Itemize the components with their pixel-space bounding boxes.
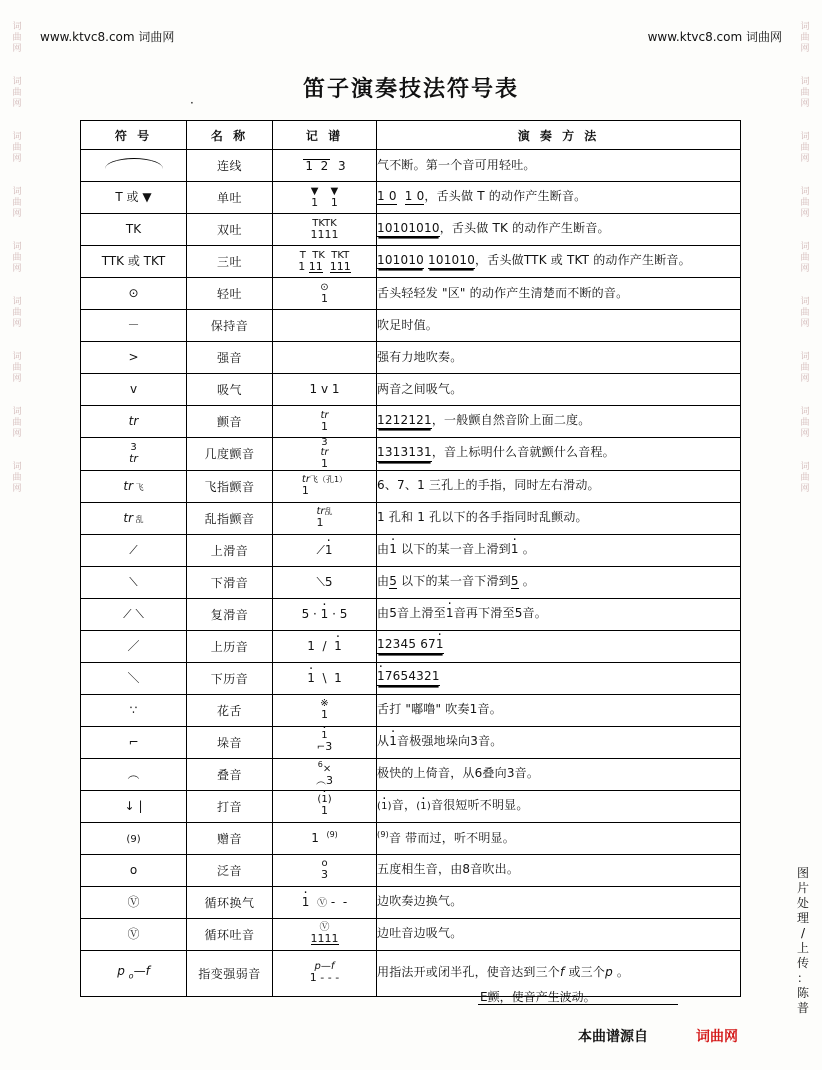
table-row — [81, 342, 741, 374]
row-method: 两音之间吸气。 — [377, 374, 741, 406]
source-label: 本曲谱源自 — [578, 1029, 648, 1045]
row-notation: (1 ·) 1 · — [273, 790, 377, 822]
row-method: 1212121，一般颤自然音阶上面二度。 — [377, 406, 741, 438]
table-header — [81, 121, 741, 150]
table-row — [81, 470, 741, 502]
row-notation: 1 $^{(9)}$ — [273, 822, 377, 854]
row-method: 由1 · 以下的某一音上滑到1 · 。 — [377, 534, 741, 566]
row-symbol: tr 乱 — [81, 502, 187, 534]
row-name: 轻吐 — [187, 278, 273, 310]
table-row — [81, 502, 741, 534]
row-name: 循环换气 — [187, 886, 273, 918]
row-method: 由5音上滑至1 ·音再下滑至5音。 — [377, 598, 741, 630]
row-name: 复滑音 — [187, 598, 273, 630]
header-symbol: 符 号 — [81, 121, 187, 150]
table-row — [81, 310, 741, 342]
watermark-strip-left: 词 曲 网 词 曲 网 词 曲 网 词 曲 网 词 曲 网 词 曲 网 词 曲 网 词 曲 网 词 曲 网 — [12, 22, 22, 494]
table-row — [81, 246, 741, 278]
row-notation: ⊙ 1 — [273, 278, 377, 310]
row-name: 飞指颤音 — [187, 470, 273, 502]
row-name: 颤音 — [187, 406, 273, 438]
row-name: 单吐 — [187, 182, 273, 214]
row-method: 1313131，音上标明什么音就颤什么音程。 — [377, 438, 741, 471]
row-notation: 1 · Ⓥ - - — [273, 886, 377, 918]
row-method: 舌打 "嘟噜" 吹奏1音。 — [377, 694, 741, 726]
row-method: 边吹奏边换气。 — [377, 886, 741, 918]
row-notation: tr飞（孔1） 1 — [273, 470, 377, 502]
row-notation: 1 v 1 — [273, 374, 377, 406]
row-symbol: ⌐ — [81, 726, 187, 758]
brand-label: 词曲网 — [696, 1029, 738, 1045]
row-name: 垛音 — [187, 726, 273, 758]
row-symbol: TK — [81, 214, 187, 246]
row-symbol: ⟍ — [81, 566, 187, 598]
tail-note: E颤，使音产生波动。 — [480, 990, 596, 1004]
row-notation: 1 / 1 · — [273, 630, 377, 662]
row-notation: ⟋1 · — [273, 534, 377, 566]
row-method: 强有力地吹奏。 — [377, 342, 741, 374]
row-name: 保持音 — [187, 310, 273, 342]
watermark-header — [40, 28, 782, 46]
row-name: 乱指颤音 — [187, 502, 273, 534]
row-name: 连线 — [187, 150, 273, 182]
row-symbol: ∵ — [81, 694, 187, 726]
table-row — [81, 534, 741, 566]
row-symbol: ⟋ — [81, 534, 187, 566]
row-symbol: － — [81, 310, 187, 342]
table-row — [81, 630, 741, 662]
row-method: 1 孔和 1 孔以下的各手指同时乱颤动。 — [377, 502, 741, 534]
row-name: 花舌 — [187, 694, 273, 726]
symbol-table-wrapper — [80, 120, 740, 997]
header-name: 名 称 — [187, 121, 273, 150]
row-name: 下历音 — [187, 662, 273, 694]
row-method: 1 0 1 0，舌头做 T 的动作产生断音。 — [377, 182, 741, 214]
image-credit: 图 片 处 理 / 上 传 ： 陈 普 — [796, 866, 809, 1015]
watermark-strip-right: 词 曲 网 词 曲 网 词 曲 网 词 曲 网 词 曲 网 词 曲 网 词 曲 网 词 曲 网 词 曲 网 — [800, 22, 810, 494]
row-symbol: (9) — [81, 822, 187, 854]
row-symbol: TTK 或 TKT — [81, 246, 187, 278]
table-row — [81, 918, 741, 950]
row-method: 五度相生音，由8音吹出。 — [377, 854, 741, 886]
header-notation: 记 谱 — [273, 121, 377, 150]
row-method: 从1 ·音极强地垛向3音。 — [377, 726, 741, 758]
table-header-row — [81, 121, 741, 150]
watermark-top-left: www.ktvc8.com 词曲网 — [40, 30, 175, 44]
row-method: 吹足时值。 — [377, 310, 741, 342]
row-symbol: T 或 ▼ — [81, 182, 187, 214]
row-symbol: v — [81, 374, 187, 406]
stray-dot: · — [190, 96, 194, 110]
table-row — [81, 598, 741, 630]
row-notation: TKTK 1111 — [273, 214, 377, 246]
row-name: 几度颤音 — [187, 438, 273, 471]
row-notation: p—f 1 - - - — [273, 950, 377, 996]
row-name: 吸气 — [187, 374, 273, 406]
table-row — [81, 662, 741, 694]
symbol-table — [80, 120, 741, 997]
row-notation: T TK TKT 1 11 111 — [273, 246, 377, 278]
row-name: 赠音 — [187, 822, 273, 854]
row-notation: 1 · \ 1 — [273, 662, 377, 694]
row-symbol: Ⓥ — [81, 918, 187, 950]
row-notation: $^6$× ︵3 — [273, 758, 377, 790]
row-name: 上历音 — [187, 630, 273, 662]
row-symbol: ⊙ — [81, 278, 187, 310]
row-symbol: ↓ | — [81, 790, 187, 822]
row-notation: Ⓥ 1111 — [273, 918, 377, 950]
row-name: 上滑音 — [187, 534, 273, 566]
watermark-top-right: www.ktvc8.com 词曲网 — [647, 30, 782, 44]
table-row — [81, 854, 741, 886]
row-notation: ※ 1 — [273, 694, 377, 726]
table-row — [81, 406, 741, 438]
row-symbol: ／ — [81, 630, 187, 662]
row-name: 泛音 — [187, 854, 273, 886]
row-notation: 5 · 1 · · 5 — [273, 598, 377, 630]
row-notation: o 3 — [273, 854, 377, 886]
row-notation: ⟍5 — [273, 566, 377, 598]
row-notation: tr 1 — [273, 406, 377, 438]
row-notation: 1 · ⌐3 — [273, 726, 377, 758]
row-symbol: 3 tr — [81, 438, 187, 471]
row-notation: 1 2 3 — [273, 150, 377, 182]
row-notation: ▼ 1 ▼ 1 — [273, 182, 377, 214]
row-name: 双吐 — [187, 214, 273, 246]
table-row — [81, 214, 741, 246]
table-row — [81, 438, 741, 471]
table-row — [81, 758, 741, 790]
table-row — [81, 790, 741, 822]
table-row — [81, 694, 741, 726]
row-symbol: ︵ — [81, 758, 187, 790]
table-row — [81, 374, 741, 406]
table-row — [81, 950, 741, 996]
row-method: $^{(9)}$音 带而过，听不明显。 — [377, 822, 741, 854]
row-method: 101010 101010，舌头做TTK 或 TKT 的动作产生断音。 — [377, 246, 741, 278]
row-method: 由5 以下的某一音下滑到5 。 — [377, 566, 741, 598]
row-name: 强音 — [187, 342, 273, 374]
slur-icon — [105, 158, 163, 171]
header-method: 演 奏 方 法 — [377, 121, 741, 150]
row-name: 打音 — [187, 790, 273, 822]
row-method: 气不断。第一个音可用轻吐。 — [377, 150, 741, 182]
row-symbol: Ⓥ — [81, 886, 187, 918]
table-row — [81, 886, 741, 918]
table-row — [81, 278, 741, 310]
row-name: 三吐 — [187, 246, 273, 278]
row-notation: tr乱 1 — [273, 502, 377, 534]
row-method: (1 ·) 音， (1 ·) 音很短听不明显。 — [377, 790, 741, 822]
row-method: 10101010，舌头做 TK 的动作产生断音。 — [377, 214, 741, 246]
row-method: 边吐音边吸气。 — [377, 918, 741, 950]
table-row — [81, 822, 741, 854]
row-name: 指变强弱音 — [187, 950, 273, 996]
row-notation: 3 tr 1 — [273, 438, 377, 471]
row-method: 极快的上倚音，从6叠向3音。 — [377, 758, 741, 790]
table-row — [81, 566, 741, 598]
row-symbol: tr — [81, 406, 187, 438]
row-name: 叠音 — [187, 758, 273, 790]
row-symbol: ＼ — [81, 662, 187, 694]
row-method: 用指法开或闭半孔，使音达到三个f 或三个p 。 — [377, 950, 741, 996]
table-row — [81, 726, 741, 758]
table-body — [81, 150, 741, 997]
tail-rule — [478, 1004, 678, 1005]
row-symbol: ⟋ ⟍ — [81, 598, 187, 630]
table-row — [81, 150, 741, 182]
row-name: 循环吐音 — [187, 918, 273, 950]
row-name: 下滑音 — [187, 566, 273, 598]
table-row — [81, 182, 741, 214]
row-symbol: p $_o$—f — [81, 950, 187, 996]
row-method: 6、7、1 三孔上的手指，同时左右滑动。 — [377, 470, 741, 502]
row-symbol: o — [81, 854, 187, 886]
row-method: 12345 671 · — [377, 630, 741, 662]
row-notation — [273, 310, 377, 342]
row-method: 1 ·7654321 — [377, 662, 741, 694]
row-symbol — [81, 150, 187, 182]
row-symbol: > — [81, 342, 187, 374]
row-symbol: tr 飞 — [81, 470, 187, 502]
page-title: 笛子演奏技法符号表 — [302, 77, 519, 102]
row-notation — [273, 342, 377, 374]
row-method: 舌头轻轻发 "区" 的动作产生清楚而不断的音。 — [377, 278, 741, 310]
